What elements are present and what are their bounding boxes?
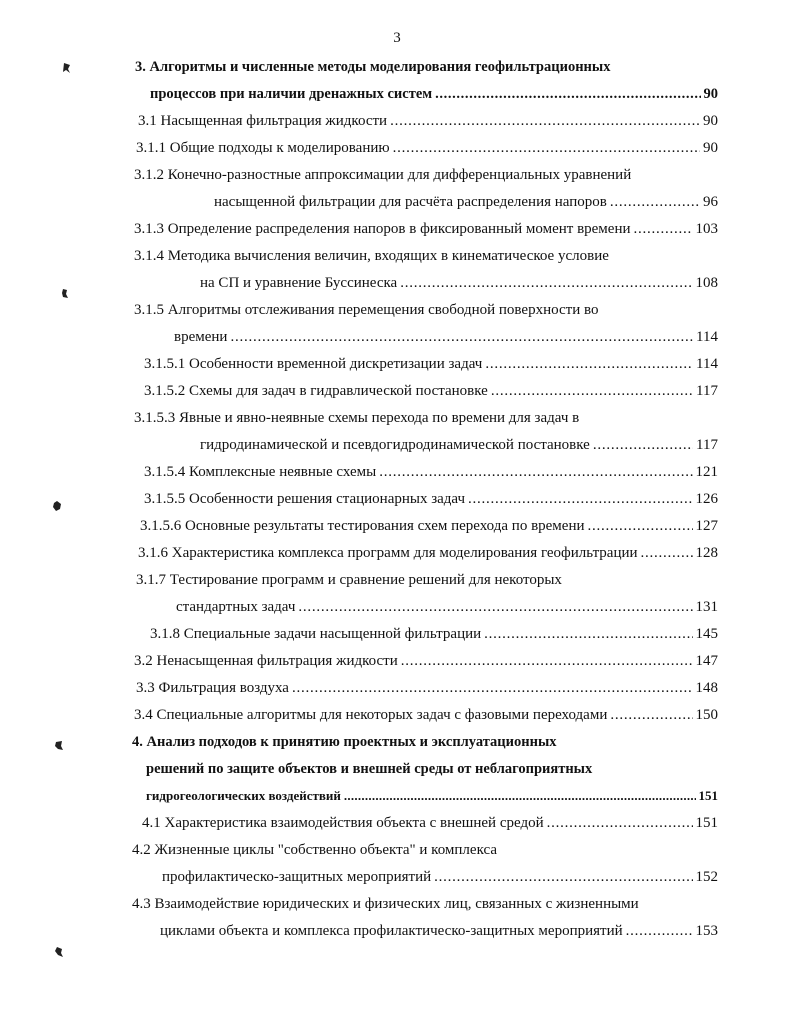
toc-entry-title: 3.1.5.1 Особенности временной дискретизации задач	[144, 356, 483, 372]
toc-entry[interactable]	[134, 247, 718, 265]
toc-entry[interactable]	[176, 598, 718, 616]
leader-dots	[400, 274, 692, 292]
toc-entry-title: насыщенной фильтрации для расчёта распределения напоров	[214, 194, 607, 210]
toc-entry-title: 3.2 Ненасыщенная фильтрация жидкости	[134, 653, 398, 669]
leader-dots	[610, 193, 700, 211]
toc-entry-title: 3.1.5 Алгоритмы отслеживания перемещения свободной поверхности во	[134, 302, 599, 318]
toc-entry-title: 4.3 Взаимодействие юридических и физических лиц, связанных с жизненными	[132, 896, 639, 912]
toc-entry-title: 3.1.5.3 Явные и явно-неявные схемы перехода по времени для задач в	[134, 410, 580, 426]
toc-entry[interactable]	[134, 409, 718, 427]
leader-dots	[379, 463, 692, 481]
toc-entry-title: 3. Алгоритмы и численные методы моделирования геофильтрационных	[135, 59, 611, 75]
leader-dots	[401, 652, 693, 670]
toc-entry-title: 3.1.8 Специальные задачи насыщенной фильтрации	[150, 626, 482, 642]
toc-entry[interactable]	[136, 679, 718, 697]
toc-entry[interactable]	[144, 463, 718, 481]
toc-entry-page: 90	[703, 140, 718, 156]
toc-entry[interactable]	[132, 733, 718, 751]
toc-entry-page: 108	[695, 275, 718, 291]
toc-entry-title: гидрогеологических воздействий	[146, 788, 341, 803]
toc-entry-title: решений по защите объектов и внешней среды от неблагоприятных	[146, 761, 593, 777]
toc-entry-page: 90	[703, 113, 718, 129]
toc-entry[interactable]	[200, 274, 718, 292]
toc-entry-title: профилактическо-защитных мероприятий	[162, 869, 432, 885]
leader-dots	[344, 787, 696, 805]
toc-entry-title: времени	[174, 329, 228, 345]
toc-entry-title: 3.1.5.2 Схемы для задач в гидравлической постановке	[144, 383, 488, 399]
toc-entry-page: 147	[695, 653, 718, 669]
toc-entry-title: 3.4 Специальные алгоритмы для некоторых задач с фазовыми переходами	[134, 707, 608, 723]
toc-entry-title: 3.1.5.5 Особенности решения стационарных задач	[144, 491, 466, 507]
toc-entry[interactable]	[134, 166, 718, 184]
leader-dots	[491, 382, 693, 400]
toc-entry-title: 3.1.1 Общие подходы к моделированию	[136, 140, 390, 156]
toc-entry-page: 90	[703, 86, 718, 102]
leader-dots	[468, 490, 692, 508]
toc-entry[interactable]	[136, 139, 718, 157]
toc-entry-title: 3.1.7 Тестирование программ и сравнение решений для некоторых	[136, 572, 562, 588]
toc-entry-title: 3.1.5.4 Комплексные неявные схемы	[144, 464, 377, 480]
toc-entry[interactable]	[162, 868, 718, 886]
leader-dots	[641, 544, 693, 562]
toc-entry-page: 151	[695, 815, 718, 831]
leader-dots	[634, 220, 693, 238]
toc-entry-page: 117	[696, 383, 718, 399]
leader-dots	[393, 139, 700, 157]
leader-dots	[434, 868, 692, 886]
toc-entry[interactable]	[144, 355, 718, 373]
toc-entry[interactable]	[146, 760, 718, 778]
toc-entry-title: 3.1 Насыщенная фильтрация жидкости	[138, 113, 388, 129]
toc-entry-title: 3.1.6 Характеристика комплекса программ для моделирования геофильтрации	[138, 545, 638, 561]
leader-dots	[230, 328, 693, 346]
toc-entry-title: 3.1.4 Методика вычисления величин, входящих в кинематическое условие	[134, 248, 609, 264]
toc-entry-title: 4. Анализ подходов к принятию проектных и эксплуатационных	[132, 734, 557, 750]
toc-entry-title: 3.1.5.6 Основные результаты тестирования схем перехода по времени	[140, 518, 585, 534]
toc-entry-title: 3.3 Фильтрация воздуха	[136, 680, 289, 696]
toc-entry-title: стандартных задач	[176, 599, 296, 615]
toc-entry[interactable]	[200, 436, 718, 454]
toc-entry-title: на СП и уравнение Буссинеска	[200, 275, 398, 291]
leader-dots	[435, 85, 700, 103]
toc-entry-page: 96	[703, 194, 718, 210]
leader-dots	[588, 517, 693, 535]
toc-entry[interactable]	[140, 517, 718, 535]
leader-dots	[610, 706, 692, 724]
toc-entry[interactable]	[174, 328, 718, 346]
toc-entry[interactable]	[146, 787, 718, 805]
toc-entry-page: 148	[695, 680, 718, 696]
toc-entry-page: 131	[695, 599, 718, 615]
toc-entry-title: 4.1 Характеристика взаимодействия объекта с внешней средой	[142, 815, 544, 831]
toc-entry-title: 3.1.2 Конечно-разностные аппроксимации для дифференциальных уравнений	[134, 167, 632, 183]
toc-entry[interactable]	[134, 301, 718, 319]
toc-entry-page: 128	[695, 545, 718, 561]
toc-entry-title: процессов при наличии дренажных систем	[150, 86, 433, 102]
toc-entry-page: 103	[695, 221, 718, 237]
toc-entry[interactable]	[144, 382, 718, 400]
toc-entry-page: 126	[695, 491, 718, 507]
leader-dots	[593, 436, 693, 454]
leader-dots	[390, 112, 700, 130]
toc-entry-page: 150	[695, 707, 718, 723]
toc-entry-page: 117	[696, 437, 718, 453]
leader-dots	[298, 598, 692, 616]
toc-entry[interactable]	[138, 112, 718, 130]
toc-entry-title: циклами объекта и комплекса профилактическо-защитных мероприятий	[160, 923, 623, 939]
toc-entry-page: 153	[695, 923, 718, 939]
toc-entry-title: 4.2 Жизненные циклы "собственно объекта" и комплекса	[132, 842, 497, 858]
toc-entry[interactable]	[134, 706, 718, 724]
toc-entry[interactable]	[144, 490, 718, 508]
toc-entry[interactable]	[134, 652, 718, 670]
leader-dots	[292, 679, 693, 697]
toc-entry-page: 145	[695, 626, 718, 642]
toc-entry[interactable]	[160, 922, 718, 940]
toc-entry-page: 151	[698, 788, 718, 803]
toc-entry-title: 3.1.3 Определение распределения напоров в фиксированный момент времени	[134, 221, 631, 237]
leader-dots	[626, 922, 693, 940]
toc-entry-title: гидродинамической и псевдогидродинамической постановке	[200, 437, 590, 453]
leader-dots	[485, 355, 693, 373]
toc-entry[interactable]	[214, 193, 718, 211]
page-number: 3	[393, 30, 401, 46]
leader-dots	[547, 814, 693, 832]
toc-entry[interactable]	[142, 814, 718, 832]
toc-entry-page: 152	[695, 869, 718, 885]
toc-entry-page: 121	[695, 464, 718, 480]
toc-entry-page: 114	[696, 329, 718, 345]
toc-entry[interactable]	[135, 58, 695, 76]
toc-entry[interactable]	[150, 625, 718, 643]
toc-entry-page: 127	[695, 518, 718, 534]
toc-entry[interactable]	[136, 571, 718, 589]
toc-entry[interactable]	[138, 544, 718, 562]
toc-entry[interactable]	[134, 220, 718, 238]
leader-dots	[484, 625, 692, 643]
toc-entry[interactable]	[132, 841, 718, 859]
toc-entry[interactable]	[132, 895, 718, 913]
toc-entry[interactable]	[150, 85, 718, 103]
toc-entry-page: 114	[696, 356, 718, 372]
